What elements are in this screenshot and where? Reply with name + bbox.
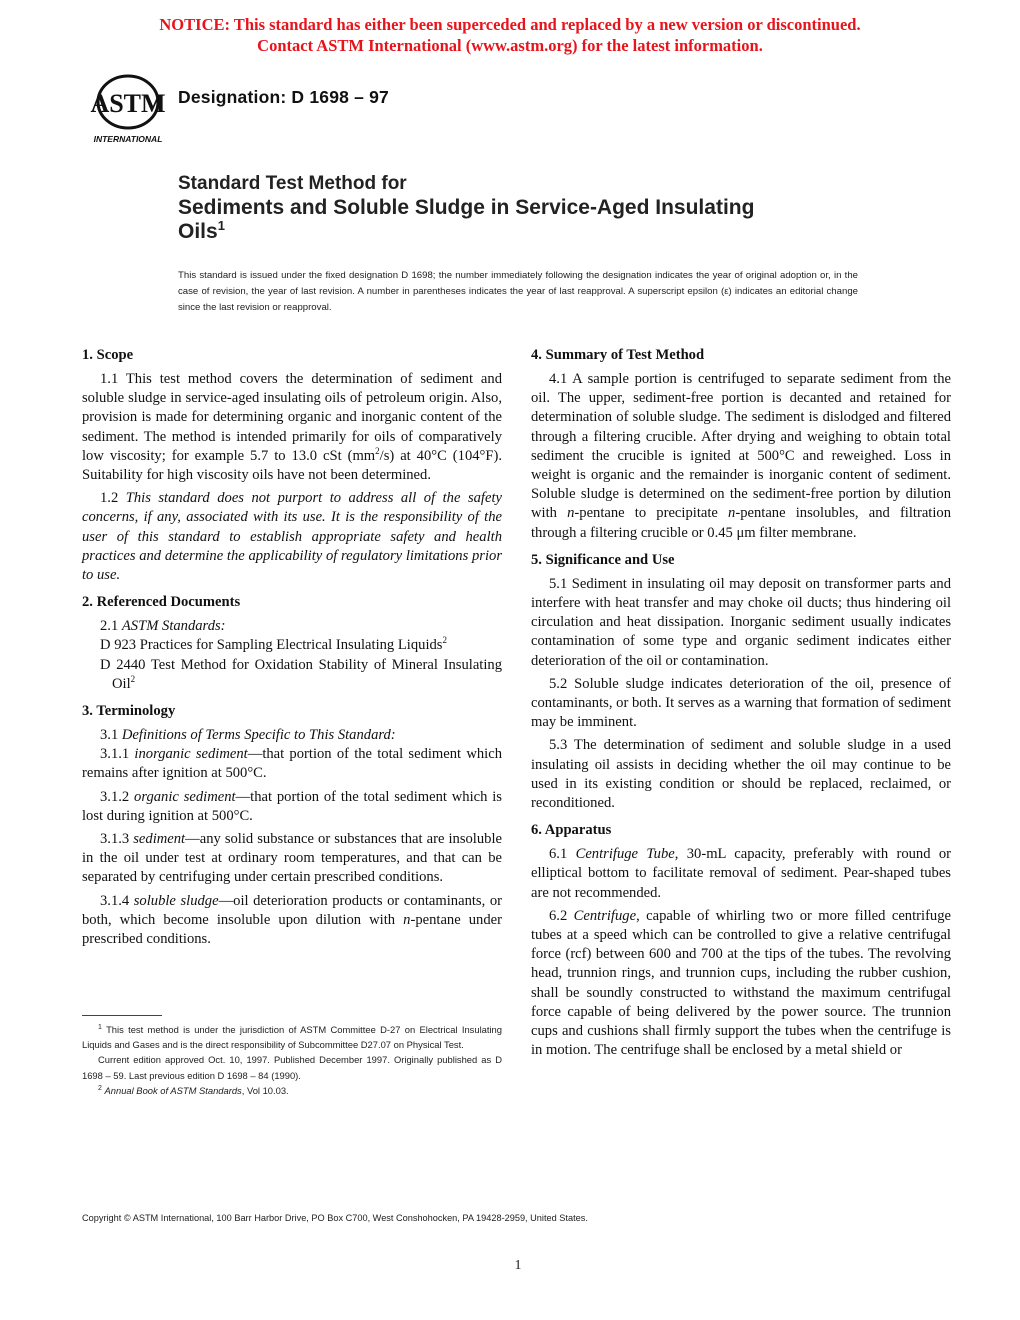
section-apparatus	[531, 819, 951, 1060]
paragraph-4-1	[531, 370, 951, 543]
paragraph-text: , 30-mL capacity, preferably with round or elliptical bottom to facilitate removal of sediment. Pear-shaped tubes are not recommended.	[531, 846, 952, 901]
paragraph-text: -pentane to precipitate	[574, 505, 729, 522]
superscript: 2	[130, 673, 136, 684]
right-column	[531, 344, 951, 1067]
paragraph-number: 3.1.1	[100, 746, 135, 763]
notice-banner	[0, 14, 1020, 56]
footnote-1	[82, 1022, 502, 1052]
copyright-line: Copyright © ASTM International, 100 Barr Harbor Drive, PO Box C700, West Conshohocken, PA 19428-2959, United States.	[82, 1213, 588, 1223]
left-column	[82, 344, 502, 955]
section-heading: 2. Referenced Documents	[82, 594, 241, 611]
paragraph-5-3: 5.3 The determination of sediment and soluble sludge in a used insulating oil assists in deciding whether the oil may continue to be used in its existing condition or should be replaced, reclaimed, or reconditioned.	[531, 737, 951, 812]
definition-inorganic-sediment	[82, 745, 502, 783]
definition-soluble-sludge	[82, 892, 502, 950]
title-footnote-mark: 1	[217, 218, 225, 233]
reference-d2440	[82, 656, 502, 694]
term: organic sediment	[134, 788, 236, 805]
footnotes	[82, 1022, 502, 1098]
paragraph-number: 3.1	[100, 727, 122, 744]
section-heading: 6. Apparatus	[531, 822, 612, 839]
term: Centrifuge	[573, 907, 637, 924]
section-summary	[531, 344, 951, 543]
paragraph-text: 4.1 A sample portion is centrifuged to separate sediment from the oil. The upper, sediment-free portion is decanted and retained for determination of soluble sludge. The sediment is dislodged and filtered through a filtering crucible. After drying and weighing to obtain total sediment the crucible is ignited at 500°C and reweighed. Loss in weight is organic and the remainder is inorganic content of sediment. Soluble sludge is determined on the sediment-free portion by dilution with	[531, 371, 951, 522]
definition-organic-sediment	[82, 788, 502, 826]
safety-statement: This standard does not purport to address all of the safety concerns, if any, associated with its use. It is the responsibility of the user of this standard to establish appropriate safety and health practices and determine the applicability of regulatory limitations prior to use.	[82, 490, 502, 584]
section-heading: 1. Scope	[82, 347, 134, 363]
paragraph-2-1	[82, 617, 502, 636]
section-heading: 4. Summary of Test Method	[531, 347, 705, 363]
reference-text: D 923 Practices for Sampling Electrical Insulating Liquids	[100, 637, 443, 654]
paragraph-5-1: 5.1 Sediment in insulating oil may deposit on transformer parts and interfere with heat transfer and may choke oil ducts; thus hindering oil circulation and heat dissipation. Inorganic sediment usually indicates contamination of some type and organic sediment indicates either deterioration of the oil or contamination.	[531, 575, 951, 669]
paragraph-3-1	[82, 726, 502, 745]
paragraph-number: 1.2	[100, 490, 126, 507]
section-terminology	[82, 700, 502, 949]
paragraph-text: /s) at 40°C (104°F). Suitability for high viscosity oils have not been determined.	[82, 447, 502, 484]
section-significance	[531, 549, 951, 813]
footnote-mark: 2	[98, 1084, 102, 1092]
term: sediment	[133, 831, 186, 848]
reference-text: D 2440 Test Method for Oxidation Stability of Mineral Insulating Oil	[100, 656, 502, 692]
title-line-3-text: Oils	[178, 220, 218, 243]
footnote-mark: 1	[98, 1024, 102, 1031]
footnote-text: This test method is under the jurisdiction of ASTM Committee D-27 on Electrical Insulating Liquids and Gases and is the direct responsibility of Subcommittee D27.07 on Physical Test.	[82, 1024, 502, 1051]
term: soluble sludge	[133, 892, 219, 909]
paragraph-5-2: 5.2 Soluble sludge indicates deterioration of the oil, presence of contaminants, or both. It serves as a warning that formation of sediment may be imminent.	[531, 675, 951, 731]
superscript: 2	[375, 445, 380, 456]
paragraph-number: 6.1	[549, 846, 576, 863]
paragraph-text: , capable of whirling two or more filled centrifuge tubes at a speed which can be controlled to give a relative centrifugal force (rcf) between 600 and 700 at the tips of the tubes. The revolving head, trunnion rings, and trunnion cups, including the rubber cushion, shall be soundly constructed to withstand the maximum centrifugal force capable of being delivered by the power source. The trunnion cups and cushions shall firmly support the tubes when the centrifuge is in motion. The centrifuge shall be enclosed by a metal shield or	[531, 907, 951, 1059]
paragraph-text: -pentane insolubles, and filtration through a filtering crucible or 0.45 μm filter membrane.	[531, 505, 952, 541]
paragraph-text: 1.1 This test method covers the determination of sediment and soluble sludge in service-aged insulating oils of petroleum origin. Also, provision is made for determining organic and inorganic content of the sediment. The method is intended primarily for oils of comparatively low viscosity; for example 5.7 to 13.0 cSt (mm	[82, 371, 502, 464]
paragraph-6-1	[531, 845, 951, 903]
page-number: 1	[514, 1258, 522, 1273]
subheading: ASTM Standards:	[121, 618, 226, 635]
notice-line-1: NOTICE: This standard has either been superceded and replaced by a new version or discontinued.	[159, 15, 861, 34]
definition: —that portion of the total sediment which is lost during ignition at 500°C.	[82, 788, 502, 824]
definition: —that portion of the total sediment which remains after ignition at 500°C.	[82, 746, 502, 782]
footnote-text: , Vol 10.03.	[241, 1084, 289, 1096]
astm-logo	[84, 74, 172, 146]
paragraph-1-2	[82, 489, 502, 585]
footnote-italic: Annual Book of ASTM Standards	[104, 1084, 242, 1096]
document-title	[178, 172, 898, 244]
reference-d923	[82, 636, 502, 655]
section-heading: 5. Significance and Use	[531, 551, 675, 568]
paragraph-number: 3.1.3	[100, 831, 134, 848]
footnote-2	[82, 1083, 502, 1098]
logo-subtitle: INTERNATIONAL	[93, 134, 163, 144]
title-line-1: Standard Test Method for	[178, 173, 407, 194]
title-line-2: Sediments and Soluble Sludge in Service-Aged Insulating	[178, 196, 755, 219]
definition-sediment	[82, 830, 502, 888]
definition: —oil deterioration products or contaminants, or both, which become insoluble upon dilution with	[82, 892, 502, 928]
paragraph-number: 2.1	[100, 618, 122, 635]
paragraph-6-2	[531, 907, 951, 1061]
paragraph-number: 3.1.2	[100, 788, 135, 805]
subheading: Definitions of Terms Specific to This Standard:	[121, 727, 396, 744]
n-prefix: n	[403, 911, 411, 928]
definition: —any solid substance or substances that are insoluble in the oil under test at ordinary room temperatures, and that can be separated by centrifuging under certain prescribed conditions.	[82, 831, 502, 886]
superscript: 2	[442, 635, 447, 646]
section-heading: 3. Terminology	[82, 703, 176, 720]
term: Centrifuge Tube	[575, 846, 675, 863]
notice-line-2: Contact ASTM International (www.astm.org) for the latest information.	[257, 36, 763, 55]
title-line-3	[178, 220, 898, 244]
definition: -pentane under prescribed conditions.	[82, 911, 502, 948]
n-prefix: n	[728, 505, 736, 522]
footnote-divider	[82, 1015, 162, 1016]
paragraph-number: 6.2	[549, 907, 574, 924]
issuance-note: This standard is issued under the fixed designation D 1698; the number immediately following the designation indicates the year of original adoption or, in the case of revision, the year of last revision. A number in parentheses indicates the year of last reapproval. A superscript epsilon (ε) indicates an editorial change since the last revision or reapproval.	[178, 270, 858, 313]
paragraph-number: 3.1.4	[100, 892, 134, 909]
paragraph-1-1	[82, 370, 502, 485]
astm-logo-icon	[84, 74, 172, 146]
footnote-1-current-edition: Current edition approved Oct. 10, 1997. Published December 1997. Originally published as D 1698 – 59. Last previous edition D 1698 – 84 (1990).	[82, 1054, 502, 1081]
logo-text: ASTM	[90, 89, 166, 118]
term: inorganic sediment	[134, 746, 248, 763]
section-referenced-documents	[82, 591, 502, 694]
n-prefix: n	[567, 505, 575, 522]
section-scope	[82, 344, 502, 585]
designation: Designation: D 1698 – 97	[178, 87, 389, 107]
